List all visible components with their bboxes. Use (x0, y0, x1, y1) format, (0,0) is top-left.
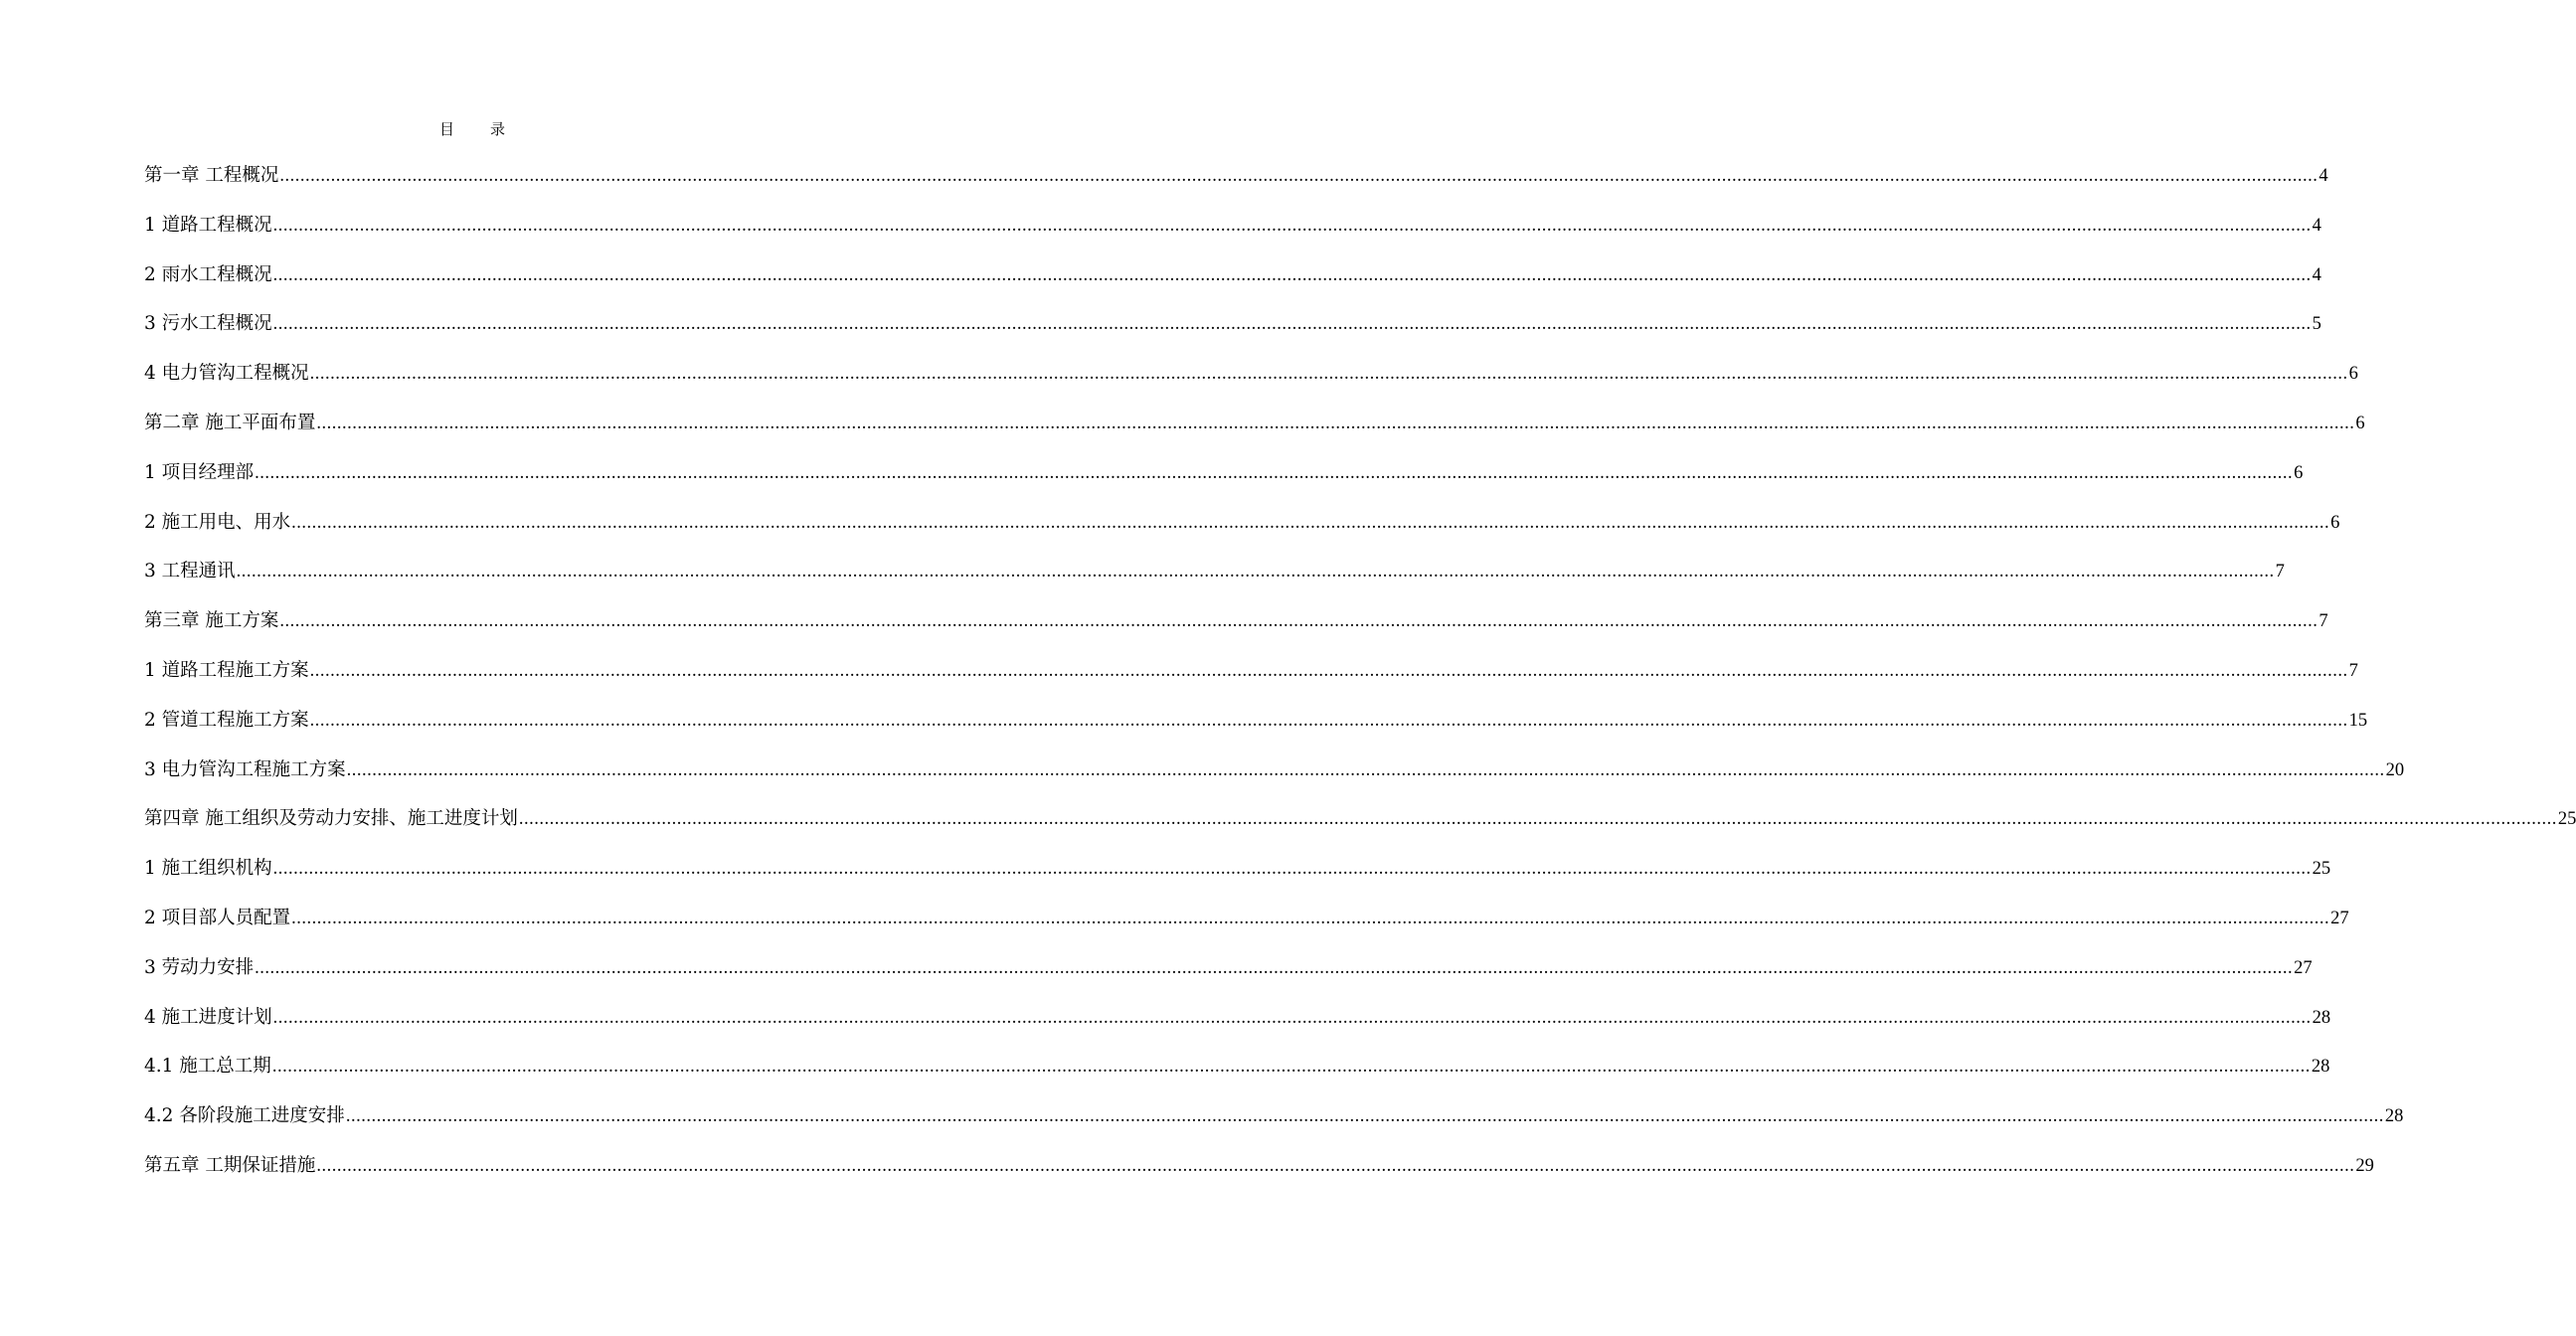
toc-entry-page-number: 28 (2312, 1007, 2331, 1028)
toc-title-left: 目 (438, 120, 454, 138)
toc-entry-page-number: 6 (2355, 413, 2365, 433)
toc-entry[interactable] (144, 557, 2285, 606)
toc-dot-leader: ................................................................................................................................................................................................................................................................................................................................................................................................................ (272, 859, 2312, 880)
toc-entry-page-number: 6 (2348, 364, 2358, 385)
toc-entry-page-number: 27 (2294, 957, 2313, 978)
toc-entry-label: 2 项目部人员配置 (144, 907, 291, 928)
toc-entry-label: 4 施工进度计划 (144, 1006, 272, 1028)
toc-entry-label: 第二章 施工平面布置 (144, 412, 316, 433)
toc-entry-label: 3 劳动力安排 (144, 956, 255, 978)
toc-title-right: 录 (490, 120, 506, 138)
toc-entry-page-number: 6 (2294, 462, 2304, 483)
toc-entry[interactable] (144, 606, 2328, 656)
toc-entry[interactable] (144, 211, 2321, 260)
toc-dot-leader: ................................................................................................................................................................................................................................................................................................................................................................................................................ (309, 660, 2348, 681)
toc-dot-leader: ................................................................................................................................................................................................................................................................................................................................................................................................................ (255, 462, 2294, 483)
toc-entry-page-number: 4 (2312, 264, 2321, 285)
toc-entry[interactable] (144, 904, 2349, 953)
toc-entry[interactable] (144, 854, 2331, 904)
toc-entry-label: 4 电力管沟工程概况 (144, 363, 309, 385)
toc-entry-label: 第五章 工期保证措施 (144, 1154, 316, 1176)
toc-entry[interactable] (144, 161, 2328, 211)
toc-entry-page-number: 29 (2355, 1155, 2374, 1176)
toc-entry-page-number: 7 (2348, 660, 2358, 681)
toc-entry-label: 4.1 施工总工期 (144, 1056, 271, 1078)
toc-entry-label: 第三章 施工方案 (144, 610, 279, 632)
toc-entry[interactable] (144, 755, 2405, 805)
toc-entry-label: 1 道路工程施工方案 (144, 659, 309, 681)
toc-dot-leader: ................................................................................................................................................................................................................................................................................................................................................................................................................ (316, 1155, 2355, 1176)
toc-entry-label: 3 电力管沟工程施工方案 (144, 758, 346, 780)
toc-entry-label: 2 雨水工程概况 (144, 263, 272, 285)
toc-dot-leader: ................................................................................................................................................................................................................................................................................................................................................................................................................ (271, 1057, 2311, 1078)
toc-dot-leader: ................................................................................................................................................................................................................................................................................................................................................................................................................ (272, 264, 2312, 285)
toc-entry-label: 4.2 各阶段施工进度安排 (144, 1105, 345, 1127)
toc-dot-leader: ................................................................................................................................................................................................................................................................................................................................................................................................................ (291, 512, 2330, 533)
toc-entry[interactable] (144, 409, 2365, 458)
toc-entry-page-number: 15 (2348, 710, 2368, 731)
toc-entry-page-number: 7 (2318, 611, 2328, 632)
toc-entry-label: 2 施工用电、用水 (144, 511, 291, 533)
toc-entry[interactable] (144, 706, 2368, 755)
toc-entry-page-number: 25 (2557, 809, 2576, 830)
toc-entry[interactable] (144, 1101, 2404, 1151)
toc-dot-leader: ................................................................................................................................................................................................................................................................................................................................................................................................................ (272, 1007, 2312, 1028)
toc-entry-label: 3 污水工程概况 (144, 313, 272, 335)
toc-list (144, 161, 2576, 1201)
toc-entry[interactable] (144, 260, 2321, 310)
toc-entry-page-number: 5 (2312, 314, 2321, 335)
toc-entry[interactable] (144, 804, 2576, 854)
toc-dot-leader: ................................................................................................................................................................................................................................................................................................................................................................................................................ (345, 1106, 2384, 1127)
toc-dot-leader: ................................................................................................................................................................................................................................................................................................................................................................................................................ (279, 611, 2318, 632)
toc-entry-page-number: 6 (2330, 512, 2340, 533)
toc-entry-label: 1 施工组织机构 (144, 858, 272, 880)
toc-entry-label: 1 道路工程概况 (144, 214, 272, 236)
toc-entry-label: 3 工程通讯 (144, 561, 236, 583)
toc-dot-leader: ................................................................................................................................................................................................................................................................................................................................................................................................................ (255, 957, 2294, 978)
toc-entry-page-number: 27 (2330, 908, 2349, 928)
toc-entry-page-number: 7 (2275, 562, 2285, 583)
toc-entry[interactable] (144, 309, 2321, 359)
toc-dot-leader: ................................................................................................................................................................................................................................................................................................................................................................................................................ (291, 908, 2330, 928)
toc-dot-leader: ................................................................................................................................................................................................................................................................................................................................................................................................................ (279, 166, 2318, 186)
toc-dot-leader: ................................................................................................................................................................................................................................................................................................................................................................................................................ (346, 759, 2385, 780)
toc-entry[interactable] (144, 1052, 2330, 1101)
toc-entry-page-number: 28 (2384, 1106, 2404, 1127)
toc-dot-leader: ................................................................................................................................................................................................................................................................................................................................................................................................................ (316, 413, 2355, 433)
toc-entry-page-number: 4 (2312, 215, 2321, 236)
toc-dot-leader: ................................................................................................................................................................................................................................................................................................................................................................................................................ (309, 710, 2348, 731)
toc-entry-page-number: 25 (2312, 859, 2331, 880)
toc-entry-page-number: 4 (2318, 166, 2328, 186)
toc-dot-leader: ................................................................................................................................................................................................................................................................................................................................................................................................................ (309, 364, 2348, 385)
toc-dot-leader: ................................................................................................................................................................................................................................................................................................................................................................................................................ (518, 809, 2557, 830)
toc-dot-leader: ................................................................................................................................................................................................................................................................................................................................................................................................................ (272, 314, 2312, 335)
toc-entry-page-number: 28 (2311, 1057, 2330, 1078)
toc-title (0, 118, 945, 139)
toc-entry[interactable] (144, 953, 2313, 1003)
toc-entry[interactable] (144, 508, 2340, 558)
toc-entry-label: 1 项目经理部 (144, 461, 255, 483)
toc-dot-leader: ................................................................................................................................................................................................................................................................................................................................................................................................................ (236, 562, 2275, 583)
toc-entry-page-number: 20 (2385, 759, 2405, 780)
toc-dot-leader: ................................................................................................................................................................................................................................................................................................................................................................................................................ (272, 215, 2312, 236)
toc-entry-label: 第一章 工程概况 (144, 165, 279, 186)
toc-entry-label: 2 管道工程施工方案 (144, 709, 309, 731)
toc-entry[interactable] (144, 1151, 2374, 1201)
toc-entry-label: 第四章 施工组织及劳动力安排、施工进度计划 (144, 808, 518, 830)
toc-entry[interactable] (144, 359, 2358, 409)
toc-entry[interactable] (144, 458, 2304, 508)
toc-entry[interactable] (144, 656, 2358, 706)
toc-entry[interactable] (144, 1003, 2331, 1053)
